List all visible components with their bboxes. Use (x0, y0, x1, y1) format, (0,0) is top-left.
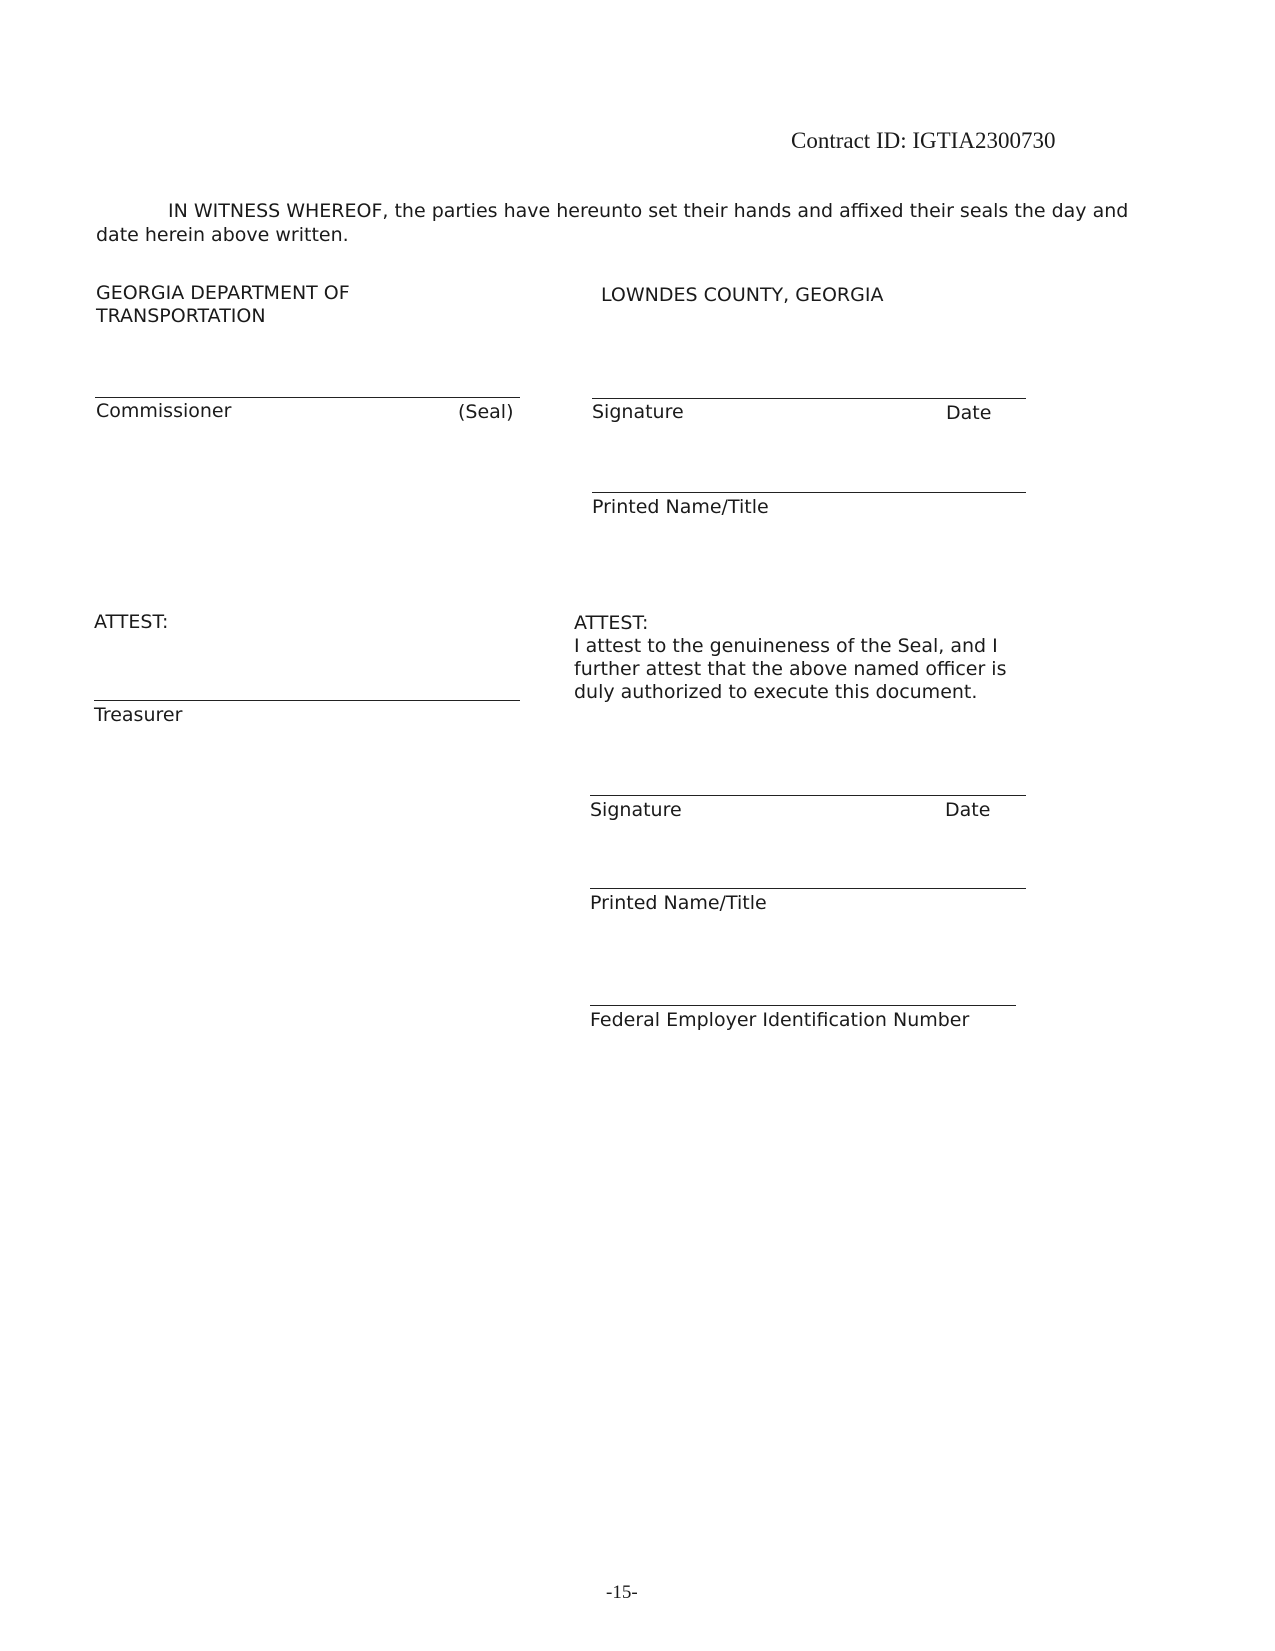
attest-date-label: Date (945, 799, 991, 821)
attest-signature-line (590, 795, 1026, 796)
fein-line (590, 1005, 1016, 1006)
treasurer-label: Treasurer (94, 704, 183, 726)
right-printed-name-line (592, 492, 1026, 493)
attest-printed-name-line (590, 888, 1026, 889)
right-signature-line (592, 398, 1026, 399)
contract-id: Contract ID: IGTIA2300730 (791, 128, 1056, 153)
right-attest-label: ATTEST: (574, 612, 649, 634)
left-party-name-line2: TRANSPORTATION (96, 305, 266, 327)
left-party-name-line1: GEORGIA DEPARTMENT OF (96, 282, 350, 304)
right-attest-block (574, 612, 1024, 704)
seal-label: (Seal) (458, 401, 514, 423)
left-attest-label: ATTEST: (94, 611, 169, 633)
right-signature-label: Signature (592, 401, 684, 423)
right-party-name: LOWNDES COUNTY, GEORGIA (601, 284, 884, 306)
right-attest-statement: I attest to the genuineness of the Seal, and I further attest that the above named officer is duly authorized to execute this document. (574, 635, 1007, 703)
fein-label: Federal Employer Identification Number (590, 1009, 970, 1031)
left-party-name (96, 282, 496, 328)
commissioner-label: Commissioner (96, 400, 232, 422)
witness-clause (96, 199, 1166, 247)
right-date-label: Date (946, 402, 992, 424)
attest-signature-label: Signature (590, 799, 682, 821)
treasurer-signature-line (94, 700, 520, 701)
right-printed-name-label: Printed Name/Title (592, 496, 769, 518)
page-number: -15- (606, 1582, 638, 1603)
witness-clause-text: IN WITNESS WHEREOF, the parties have hereunto set their hands and affixed their seals the day and date herein above written. (96, 200, 1129, 246)
commissioner-signature-line (95, 397, 520, 398)
attest-printed-name-label: Printed Name/Title (590, 892, 767, 914)
